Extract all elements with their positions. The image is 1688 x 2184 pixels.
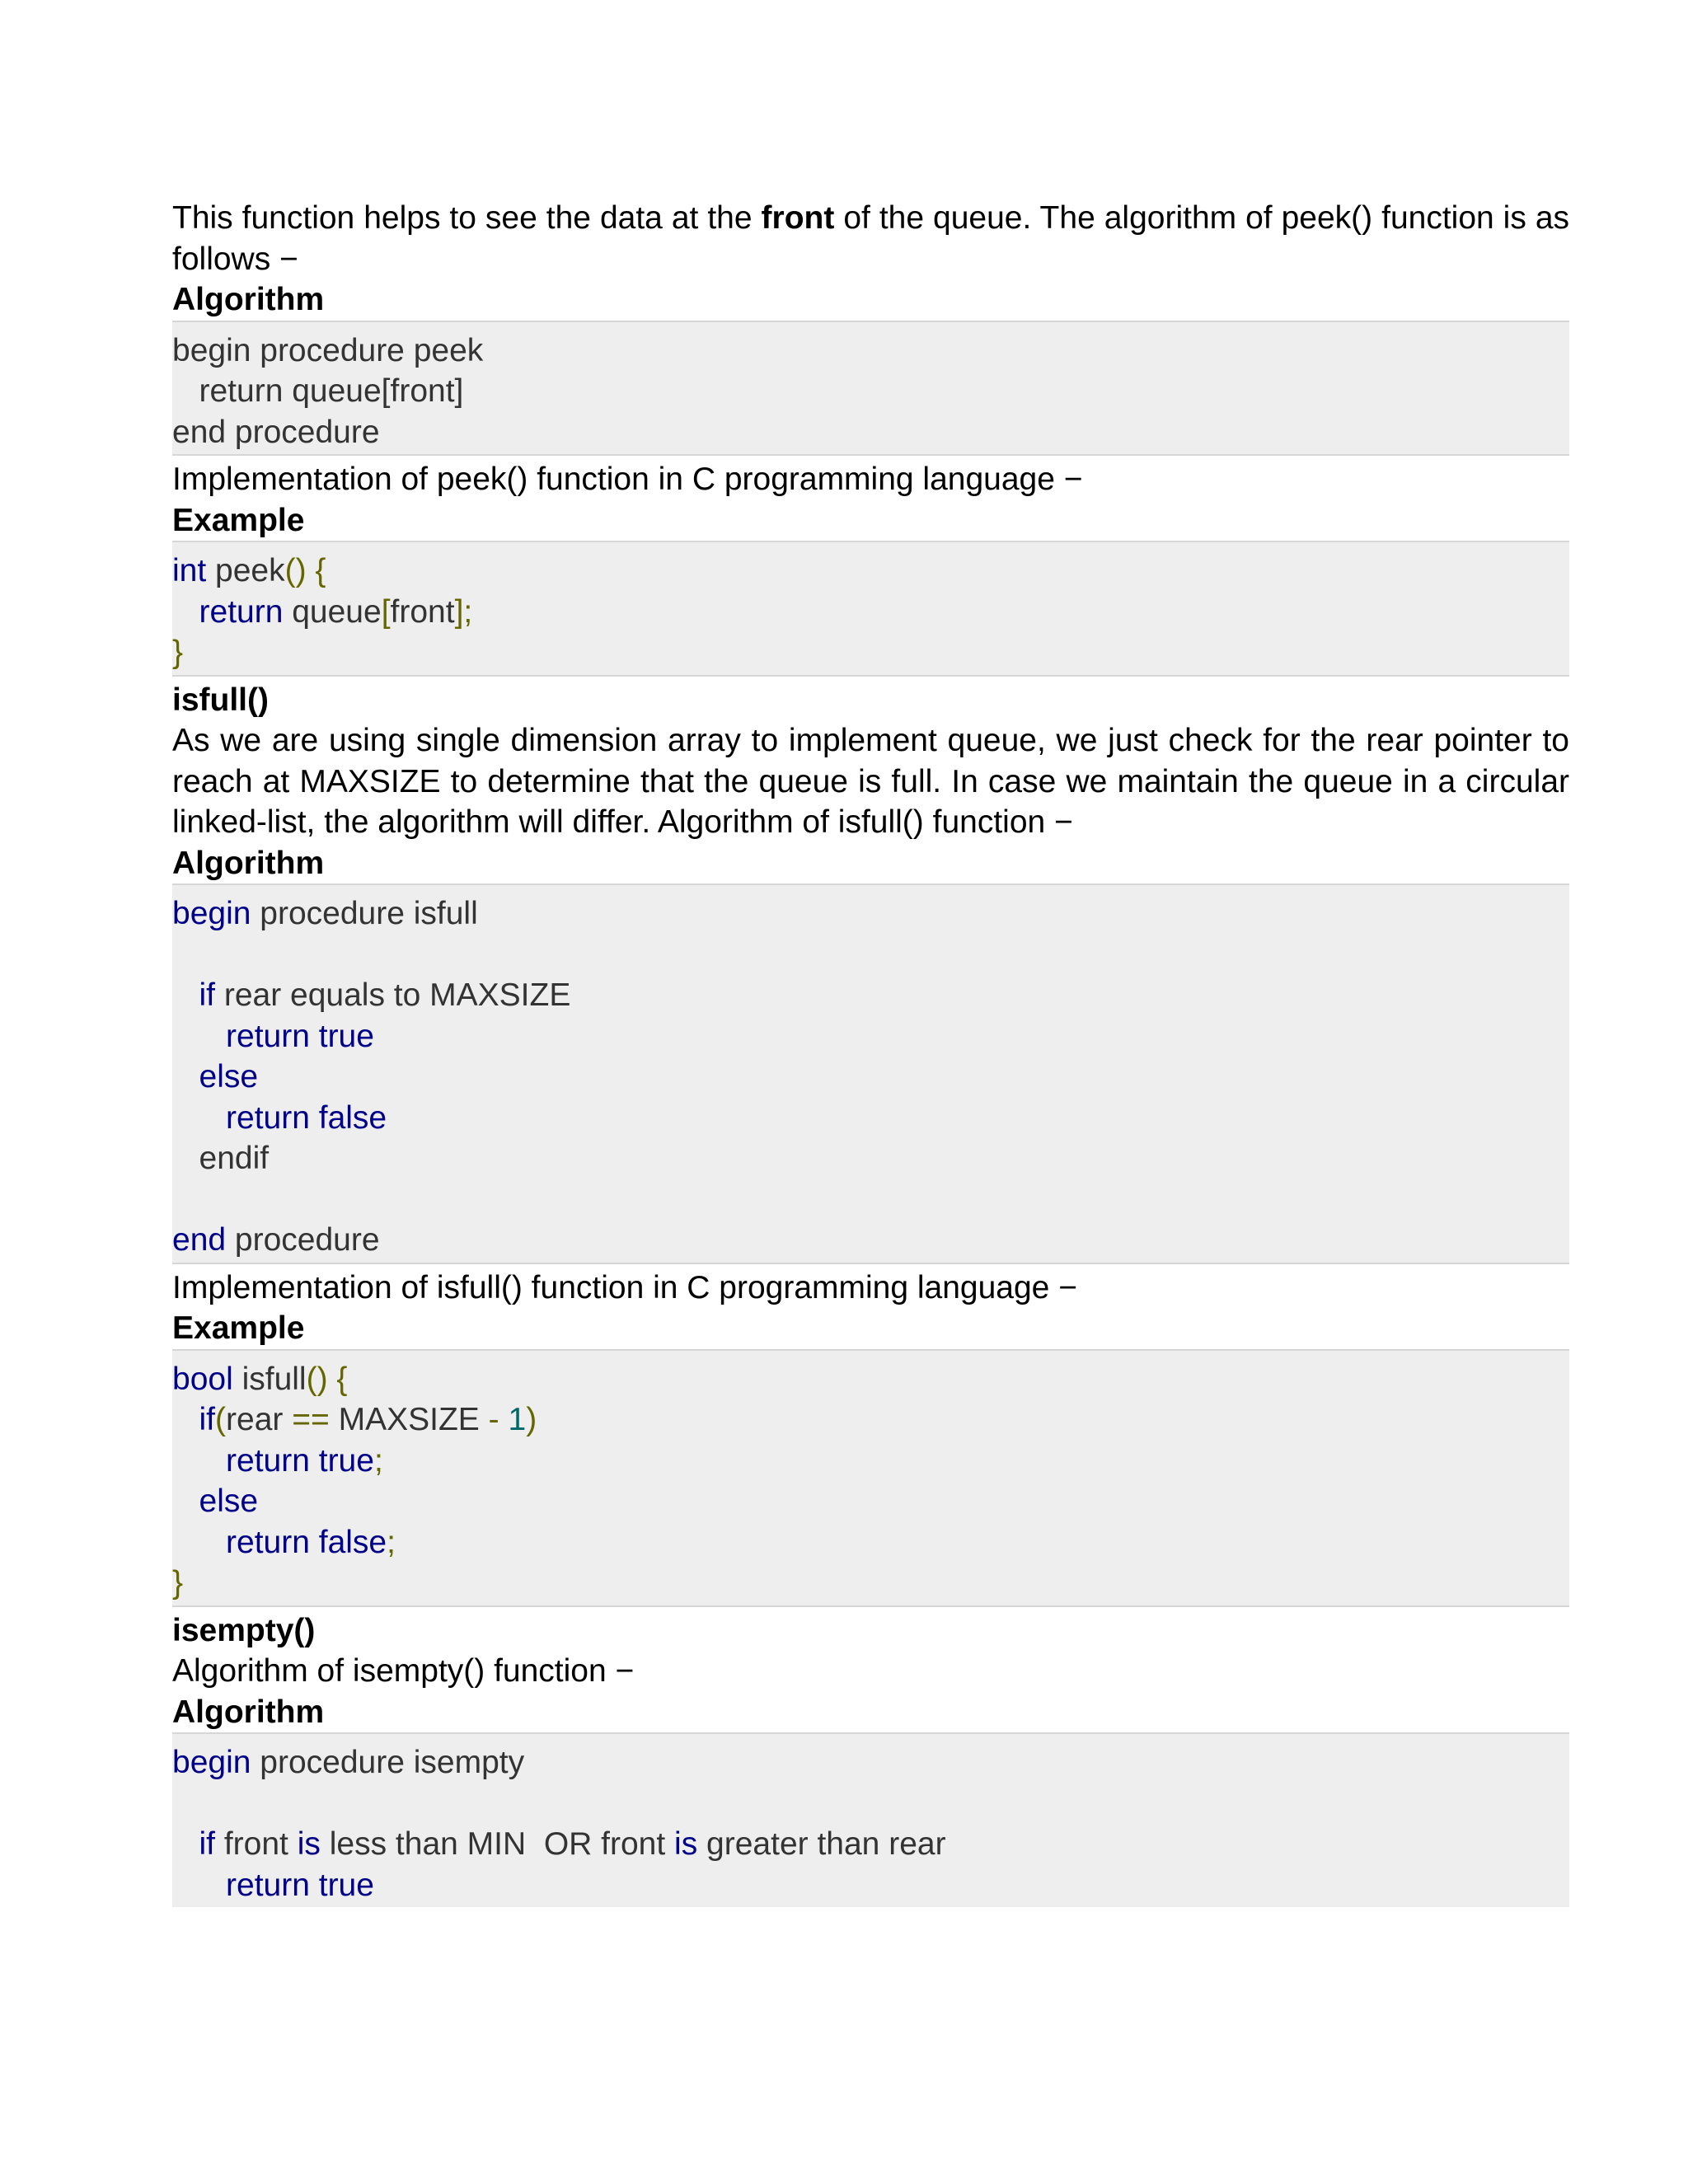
code-line: begin procedure isfull	[172, 896, 478, 931]
code-line-blank	[172, 935, 1569, 976]
peek-example-heading: Example	[172, 502, 305, 538]
isempty-paragraph: Algorithm of isempty() function −	[172, 1653, 635, 1689]
peek-implementation-text: Implementation of peek() function in C programming language −	[172, 462, 1083, 497]
code-line: return true;	[226, 1442, 383, 1479]
code-line: begin procedure isempty	[172, 1745, 525, 1780]
code-line: return true	[226, 1018, 374, 1054]
isfull-paragraph: As we are using single dimension array to implement queue, we just check for the rear pointer to reach at MAXSIZE to determine that the queue is full. In case we maintain the queue in a circular linked-list, the algorithm will differ. Algorithm of isfull() function −	[172, 723, 1569, 840]
isfull-implementation-text: Implementation of isfull() function in C programming language −	[172, 1269, 1077, 1305]
peek-algorithm-code-block	[172, 321, 1569, 457]
isfull-algorithm-code-block	[172, 883, 1569, 1264]
isempty-heading: isempty()	[172, 1612, 316, 1648]
code-line-blank	[172, 1783, 1569, 1825]
isfull-example-heading: Example	[172, 1310, 305, 1346]
code-line-blank	[172, 1179, 1569, 1221]
isfull-algorithm-heading: Algorithm	[172, 845, 325, 881]
code-line: begin procedure peek	[172, 332, 484, 368]
code-line: if front is less than MIN OR front is greater than rear	[199, 1826, 946, 1862]
code-line: return queue[front]	[172, 373, 464, 409]
code-line: end procedure	[172, 414, 380, 450]
code-line: end procedure	[172, 1222, 380, 1258]
code-line: return false;	[226, 1524, 396, 1560]
isempty-algorithm-code-block	[172, 1732, 1569, 1907]
code-line: endif	[172, 1141, 270, 1176]
code-line: return false	[226, 1099, 387, 1136]
document-page	[172, 198, 1569, 1910]
peek-algorithm-heading: Algorithm	[172, 282, 325, 317]
code-line: if rear equals to MAXSIZE	[199, 977, 571, 1013]
intro-paragraph: This function helps to see the data at the front of the queue. The algorithm of peek() function is as follows −	[172, 200, 1570, 277]
code-line: if(rear == MAXSIZE - 1)	[199, 1402, 537, 1437]
code-line: else	[199, 1059, 259, 1094]
code-line: }	[172, 1565, 184, 1601]
isfull-heading: isfull()	[172, 682, 269, 718]
front-keyword: front	[761, 200, 835, 236]
isfull-example-code-block	[172, 1349, 1569, 1607]
isempty-algorithm-heading: Algorithm	[172, 1694, 325, 1730]
code-line: }	[172, 635, 184, 670]
code-line: return true	[226, 1867, 374, 1903]
code-line: bool isfull() {	[172, 1361, 348, 1397]
code-line: return queue[front];	[199, 593, 473, 630]
code-line: else	[199, 1483, 259, 1519]
peek-example-code-block	[172, 541, 1569, 677]
code-line: int peek() {	[172, 553, 326, 588]
